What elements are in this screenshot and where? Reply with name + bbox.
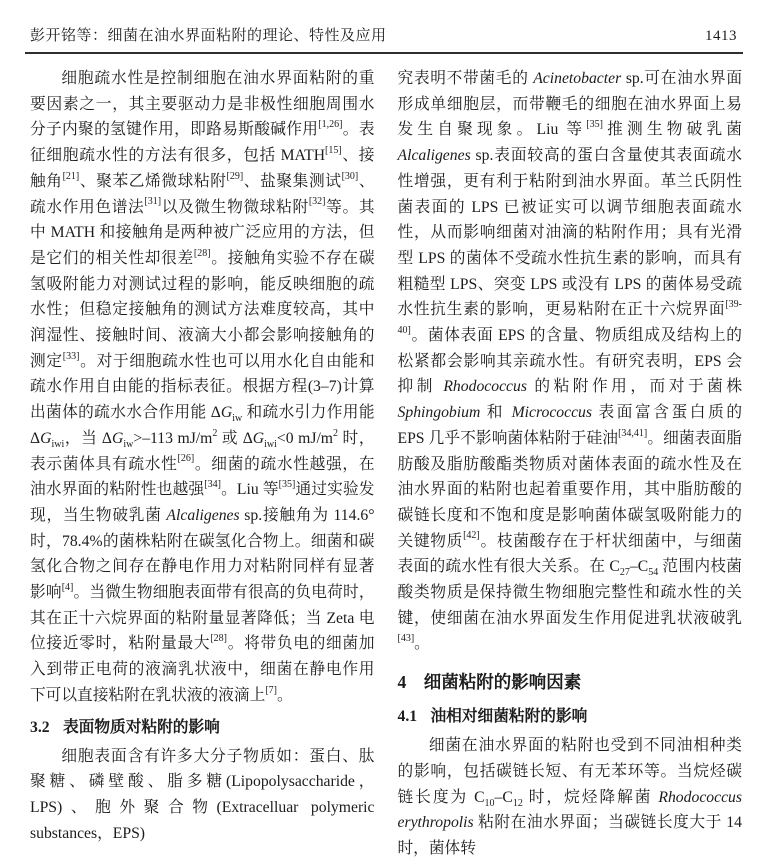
left-column <box>30 66 375 862</box>
right-column <box>398 66 743 862</box>
section-heading <box>398 670 743 694</box>
paragraph: 细菌在油水界面的粘附也受到不同油相种类的影响，包括碳链长短、有无苯环等。当烷烃碳链长度为 $C_{10}-C_{12}$ 时，烷烃降解菌 Rhodococcus erythropolis 粘附在油水界面；当碳链长度大于 14 时，菌体转 <box>397 737 742 857</box>
section-number: 4 <box>397 672 407 693</box>
page-header <box>0 0 769 52</box>
header-rule <box>25 52 743 54</box>
section-title: 表面物质对粘附的影响 <box>62 718 220 736</box>
section-heading <box>398 705 743 728</box>
running-head: 彭开铭等：细菌在油水界面粘附的理论、特性及应用 <box>30 28 387 44</box>
paragraph: 细胞疏水性是控制细胞在油水界面粘附的重要因素之一，其主要驱动力是非极性细胞周围水分子内聚的氢键作用，即路易斯酸碱作用[1,26]。表征细胞疏水性的方法有很多，包括 MATH[15]、接触角[21]、聚苯乙烯微球粘附[29]、盐聚集测试[30]、疏水作用色谱法[31]以及微生物微球粘附[32]等。其中 MATH 和接触角是两种被广泛应用的方法，但是它们的相关性却很差[28]。接触角实验不存在碳氢吸附能力对测试过程的影响，能反映细胞的疏水性；但稳定接触角的测试方法难度较高，其中润湿性、接触时间、液滴大小都会影响接触角的测定[33]。对于细胞疏水性也可以用水化自由能和疏水作用自由能的指标表征。根据方程(3–7)计算出菌体的疏水水合作用能 $\Delta G_{iw}$ 和疏水引力作用能 $\Delta G_{iwi}$，当 $\Delta G_{iw}>-113$ $mJ/m^2$ 或 $\Delta G_{iwi}<0$ $mJ/m^2$ 时，表示菌体具有疏水性[26]。细菌的疏水性越强，在油水界面的粘附性也越强[34]。Liu 等[35]通过实验发现，当生物破乳菌 Alcaligenes sp.接触角为 114.6°时，78.4%的菌株粘附在碳氢化合物上。细菌和碳氢化合物之间存在静电作用力对粘附同样有显著影响[4]。当微生物细胞表面带有很高的负电荷时，其在正十六烷界面的粘附量显著降低；当 Zeta 电位接近零时，粘附量最大[28]。将带负电的细菌加入到带正电荷的液滴乳状液中，细菌在静电作用下可以直接粘附在乳状液的液滴上[7]。 <box>30 70 375 704</box>
content-columns <box>0 63 769 862</box>
section-number: 3.2 <box>30 718 50 736</box>
paragraph: 细胞表面含有许多大分子物质如：蛋白、肽聚糖、磷壁酸、脂多糖(Lipopolysaccharide，LPS)、胞外聚合物(Extracelluar polymeric substances，EPS) <box>30 747 375 842</box>
section-title: 油相对细菌粘附的影响 <box>430 708 588 726</box>
section-heading <box>30 716 375 739</box>
section-title: 细菌粘附的影响因素 <box>423 672 582 693</box>
paragraph: 究表明不带菌毛的 Acinetobacter sp.可在油水界面形成单细胞层，而带鞭毛的细胞在油水界面上易发生自聚现象。Liu 等[35]推测生物破乳菌 Alcaligenes sp.表面较高的蛋白含量使其表面疏水性增强，更有利于粘附到油水界面。革兰氏阴性菌表面的 LPS 已被证实可以调节细胞表面疏水性，从而影响细菌对油滴的粘附作用；具有光滑型 LPS 的菌体不受疏水性抗生素的影响，而具有粗糙型 LPS、突变 LPS 或没有 LPS 的菌体易受疏水性抗生素的影响，更易粘附在正十六烷界面[39-40]。菌体表面 EPS 的含量、物质组成及结构上的松紧都会影响其亲疏水性。有研究表明，EPS 会抑制 Rhodococcus 的粘附作用，而对于菌株 Sphingobium 和 Micrococcus 表面富含蛋白质的 EPS 几乎不影响菌体粘附于硅油[34,41]。细菌表面脂肪酸及脂肪酸酯类物质对菌体表面的疏水性及在油水界面的粘附也起着重要作用，其中脂肪酸的碳链长度和不饱和度是影响菌体碳氢吸附能力的关键物质[42]。枝菌酸存在于杆状细菌中，与细菌表面的疏水性有很大关系。在 $C_{27}-C_{54}$ 范围内枝菌酸类物质是保持微生物细胞完整性和疏水性的关键，使细菌在油水界面发生作用促进乳状液破乳[43]。 <box>397 70 743 653</box>
page-number: 1413 <box>705 28 737 44</box>
section-number: 4.1 <box>397 708 418 726</box>
